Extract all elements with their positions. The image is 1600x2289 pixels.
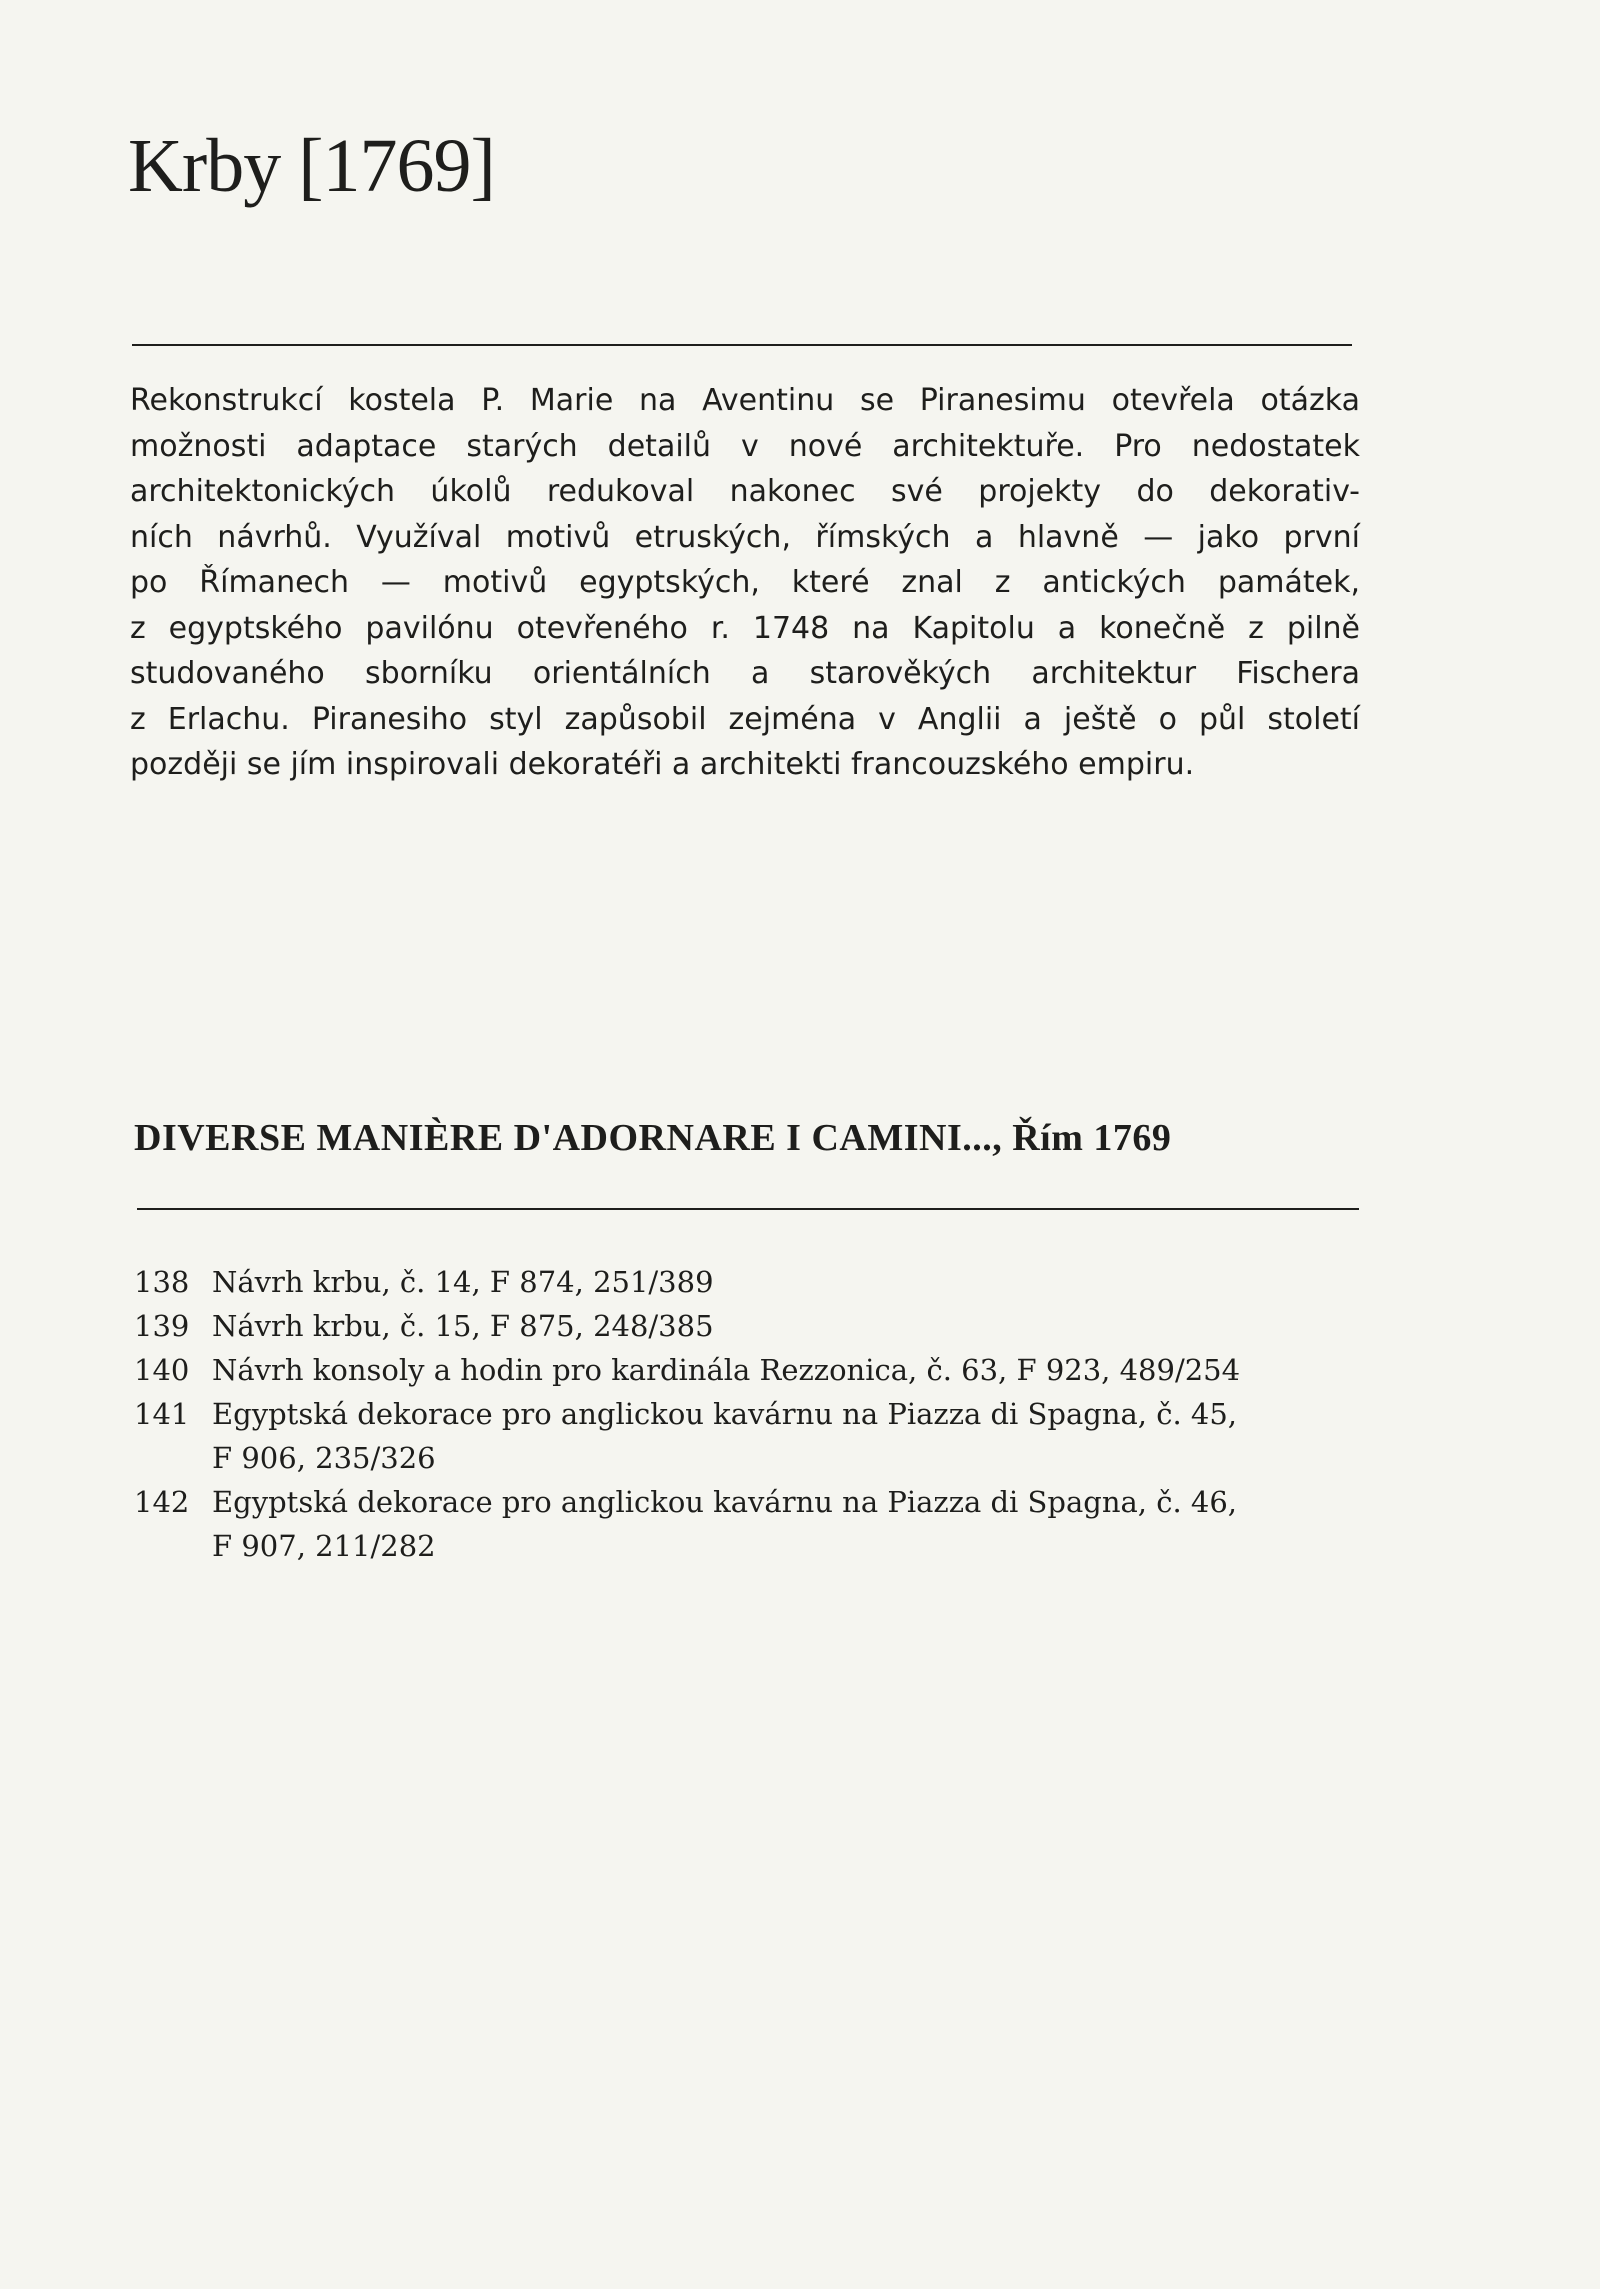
intro-line: z egyptského pavilónu otevřeného r. 1748 na Kapitolu a konečně z pilně [130,610,1360,646]
catalogue-list [134,1260,1364,1568]
entry-number: 141 [134,1397,190,1431]
intro-line: po Římanech — motivů egyptských, které znal z antických památek, [130,565,1360,600]
entry-description-continued: F 907, 211/282 [212,1529,436,1563]
intro-paragraph [130,378,1360,788]
title-divider [132,344,1352,346]
intro-line: později se jím inspirovali dekoratéři a architekti francouzského empiru. [130,747,1195,782]
entry-number: 139 [134,1309,190,1343]
catalogue-entry [134,1480,1364,1568]
entry-description: Egyptská dekorace pro anglickou kavárnu na Piazza di Spagna, č. 45, [212,1397,1238,1431]
intro-line: architektonických úkolů redukoval nakonec své projekty do dekorativ- [130,474,1360,509]
entry-number: 142 [134,1485,190,1519]
section-divider [137,1208,1359,1210]
section-heading: DIVERSE MANIÈRE D'ADORNARE I CAMINI..., Řím 1769 [134,1117,1172,1159]
entry-description: Egyptská dekorace pro anglickou kavárnu na Piazza di Spagna, č. 46, [212,1485,1238,1519]
intro-line: studovaného sborníku orientálních a starověkých architektur Fischera [130,656,1360,691]
entry-description: Návrh krbu, č. 15, F 875, 248/385 [212,1309,714,1343]
intro-line: možnosti adaptace starých detailů v nové architektuře. Pro nedostatek [130,428,1360,464]
entry-description-continued: F 906, 235/326 [212,1441,436,1475]
entry-description: Návrh krbu, č. 14, F 874, 251/389 [212,1265,714,1299]
entry-description: Návrh konsoly a hodin pro kardinála Rezzonica, č. 63, F 923, 489/254 [212,1353,1241,1387]
entry-number: 140 [134,1353,190,1387]
catalogue-entry [134,1304,1364,1348]
catalogue-entry [134,1260,1364,1304]
intro-line: Rekonstrukcí kostela P. Marie na Aventinu se Piranesimu otevřela otázka [130,383,1360,418]
catalogue-entry [134,1348,1364,1392]
catalogue-entry [134,1392,1364,1480]
page-title: Krby [1769] [128,124,495,208]
intro-line: ních návrhů. Využíval motivů etruských, římských a hlavně — jako první [130,519,1360,555]
entry-number: 138 [134,1265,190,1299]
intro-line: z Erlachu. Piranesiho styl zapůsobil zejména v Anglii a ještě o půl století [130,701,1360,737]
